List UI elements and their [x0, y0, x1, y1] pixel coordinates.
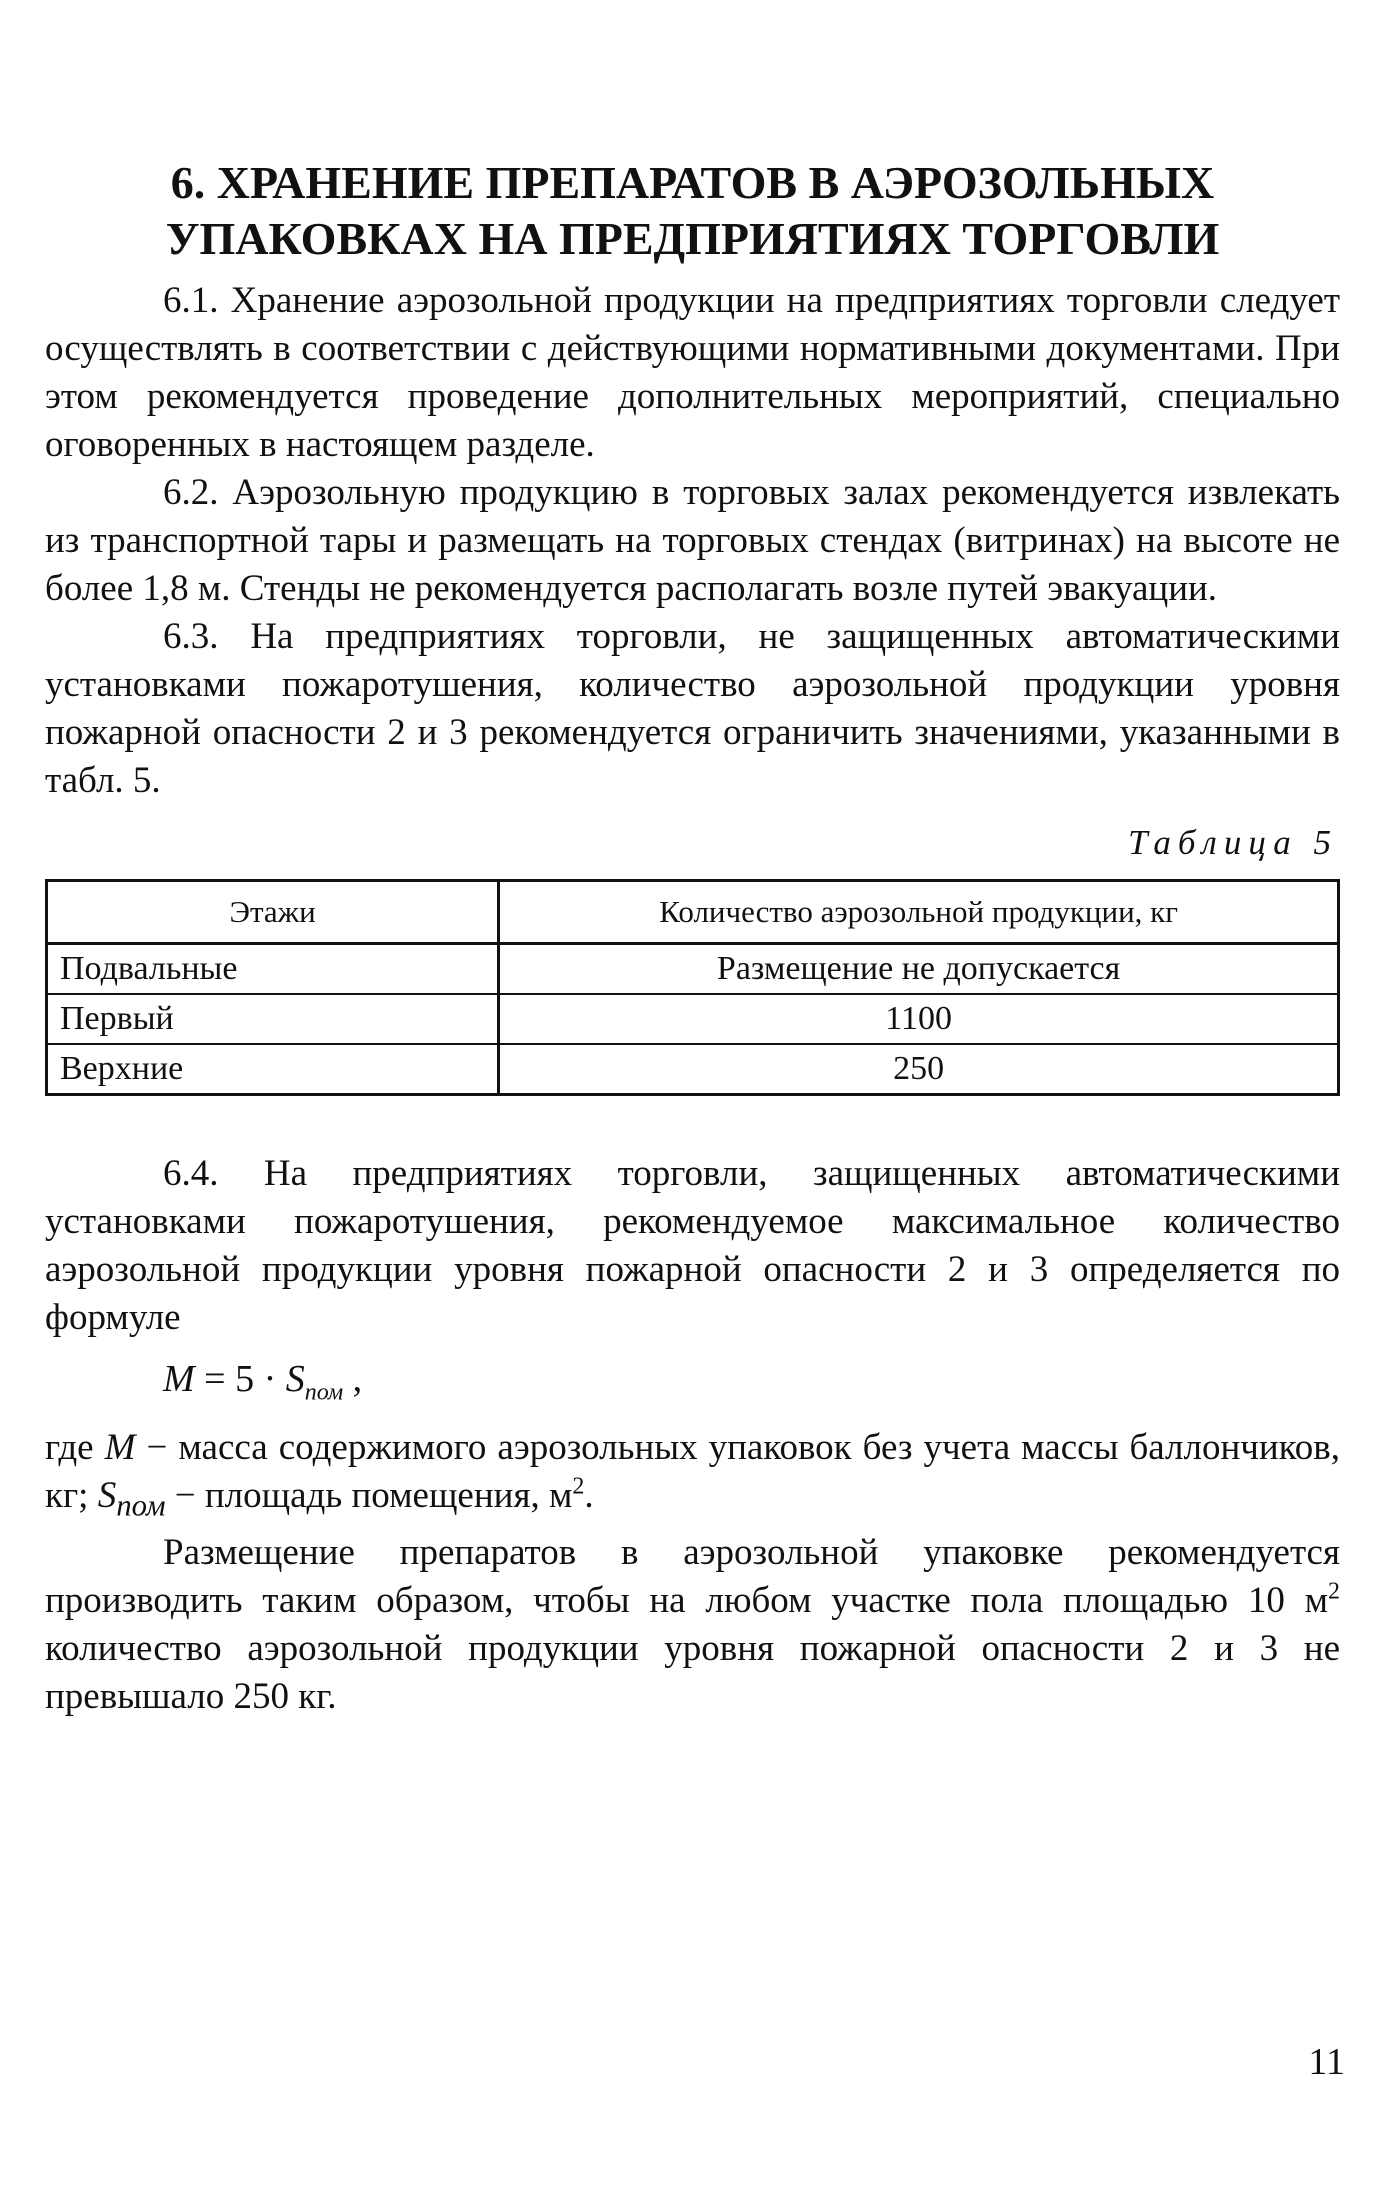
where-text-2: − масса содержимого аэрозольных упаковок без учета массы баллончиков, кг; [45, 1426, 1340, 1516]
where-text-1: где [45, 1426, 105, 1468]
page-number: 11 [1308, 2041, 1345, 2083]
where-text-4: . [584, 1474, 594, 1516]
formula-tail: , [343, 1358, 363, 1400]
table-header-quantity: Количество аэрозольной продукции, кг [499, 881, 1339, 944]
where-text-3: − площадь помещения, м [165, 1474, 573, 1516]
paragraph-6-1: 6.1. Хранение аэрозольной продукции на предприятиях торговли следует осуществлять в соответствии с действующими нормативными документами. При этом рекомендуется проведение дополнительных мероприятий, специально оговоренных в настоящем разделе. [45, 280, 1340, 465]
placement-text-1: Размещение препаратов в аэрозольной упаковке рекомендуется производить таким образом, чтобы на любом участке пола площадью 10 м [45, 1531, 1340, 1621]
table-header-floors: Этажи [47, 881, 499, 944]
section-title-line-2: УПАКОВКАХ НА ПРЕДПРИЯТИЯХ ТОРГОВЛИ [165, 213, 1220, 264]
formula-explanation [45, 1424, 1340, 1529]
table-cell-floor: Верхние [47, 1044, 499, 1095]
formula-area-symbol: S [285, 1358, 305, 1400]
paragraph-6-3: 6.3. На предприятиях торговли, не защищенных автоматическими установками пожаротушения, количество аэрозольной продукции уровня пожарной опасности 2 и 3 рекомендуется ограничить значениями, указанными в табл. 5. [45, 616, 1340, 801]
table-row [47, 944, 1339, 995]
table-cell-quantity: 250 [499, 1044, 1339, 1095]
paragraph-6-2: 6.2. Аэрозольную продукцию в торговых залах рекомендуется извлекать из транспортной тары и размещать на торговых стендах (витринах) на высоте не более 1,8 м. Стенды не рекомендуется располагать возле путей эвакуации. [45, 472, 1340, 609]
placement-text-2: количество аэрозольной продукции уровня пожарной опасности 2 и 3 не превышало 250 кг. [45, 1627, 1340, 1717]
table-caption: Таблица 5 [1128, 823, 1338, 862]
where-mass-symbol: M [104, 1426, 136, 1468]
table-cell-floor: Первый [47, 994, 499, 1044]
mass-formula [163, 1354, 1340, 1418]
formula-lhs: M [163, 1358, 195, 1400]
section-title [45, 155, 1340, 267]
placement-paragraph [45, 1529, 1340, 1721]
table-row [47, 994, 1339, 1044]
paragraph-6-4: 6.4. На предприятиях торговли, защищенных автоматическими установками пожаротушения, рекомендуемое максимальное количество аэрозольной продукции уровня пожарной опасности 2 и 3 определяется по формуле [45, 1153, 1340, 1338]
section-title-line-1: 6. ХРАНЕНИЕ ПРЕПАРАТОВ В АЭРОЗОЛЬНЫХ [170, 157, 1215, 208]
table-cell-floor: Подвальные [47, 944, 499, 995]
table-row [47, 1044, 1339, 1095]
formula-area-subscript: пом [304, 1379, 344, 1406]
where-area-subscript: пом [116, 1487, 166, 1522]
where-superscript: 2 [572, 1473, 585, 1500]
table-cell-quantity: Размещение не допускается [499, 944, 1339, 995]
where-area-symbol: S [97, 1474, 117, 1516]
placement-superscript: 2 [1328, 1578, 1340, 1605]
table-cell-quantity: 1100 [499, 994, 1339, 1044]
table-header-row [47, 881, 1339, 944]
formula-operator: = 5 · [194, 1358, 286, 1400]
storage-limits-table [45, 879, 1340, 1096]
document-page [45, 155, 1340, 1721]
